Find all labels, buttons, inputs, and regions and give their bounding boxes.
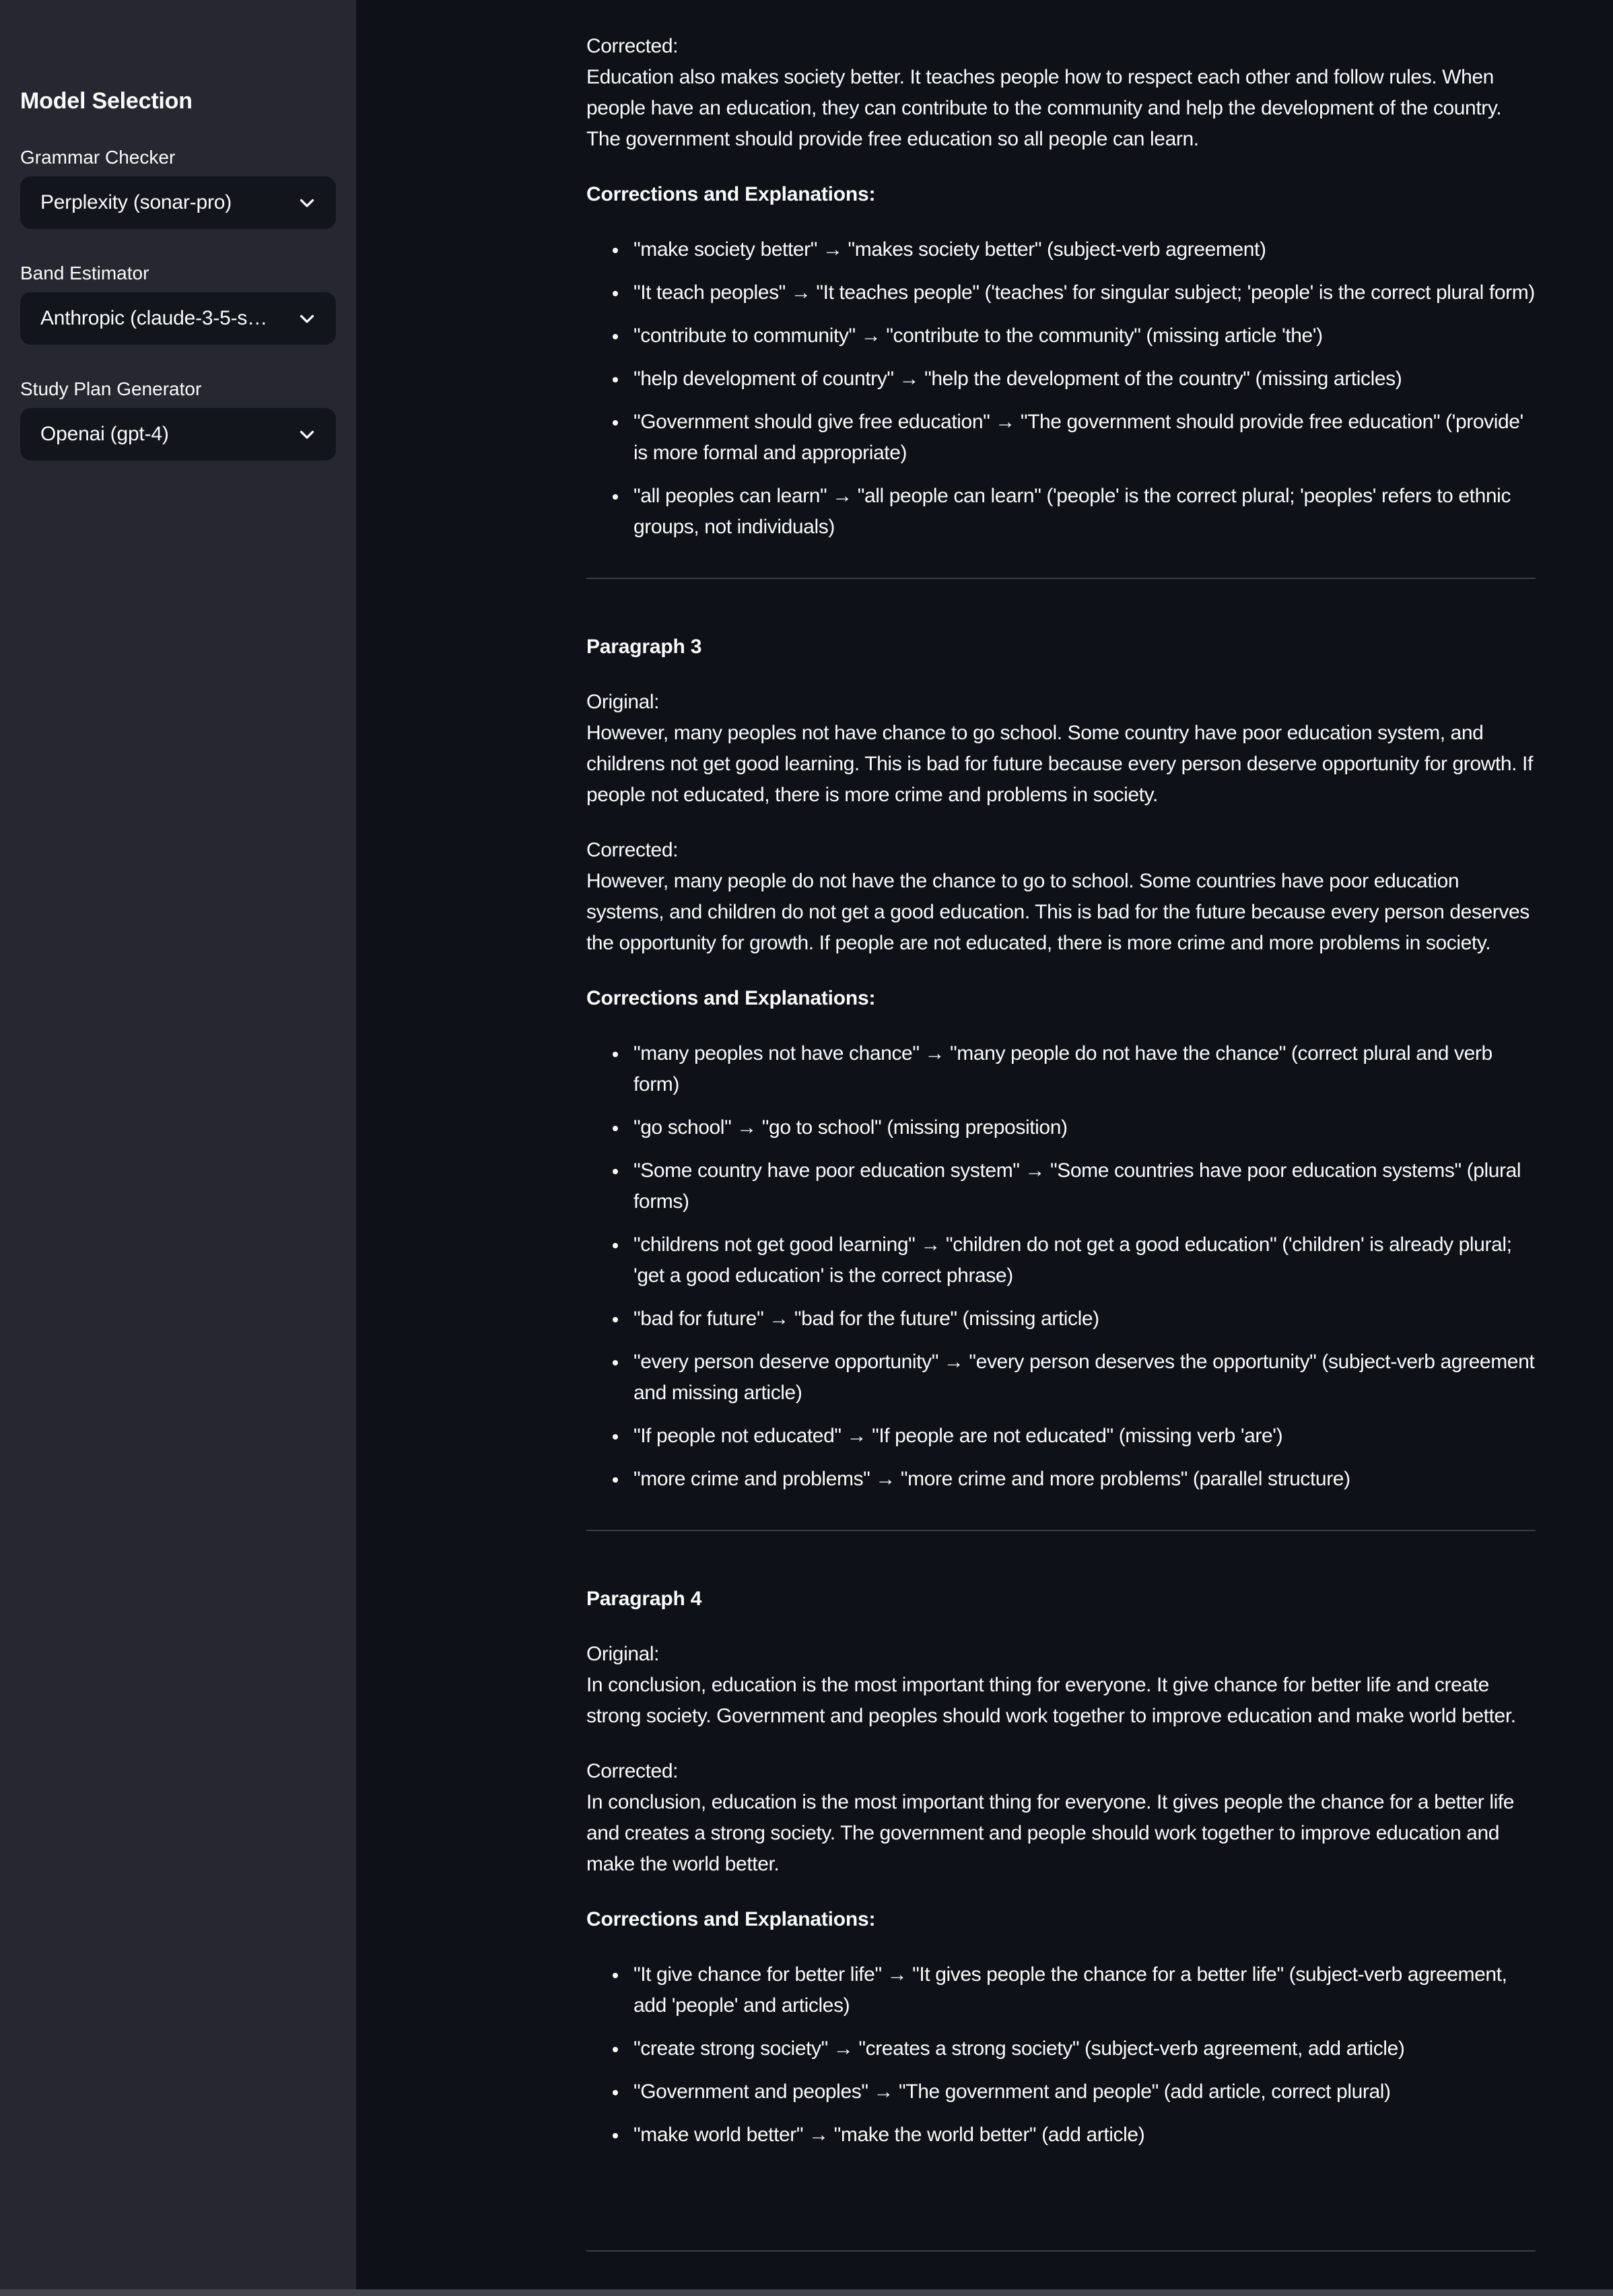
corrected-label: Corrected: (586, 839, 679, 861)
original-text: However, many peoples not have chance to go school. Some country have poor education system, and childrens not get good learning. This is bad for future because every person deserve opportunity for growth. If people not educated, there is more crime and problems in society. (586, 722, 1533, 806)
original-paragraph (586, 1639, 1536, 1732)
section-paragraph-4 (586, 1584, 1536, 2151)
original-label: Original: (586, 691, 660, 713)
corrected-label: Corrected: (586, 35, 679, 57)
paragraph-heading: Paragraph 4 (586, 1588, 702, 1610)
correction-item: • "childrens not get good learning" → "children do not get a good education" ('children' is already plural; 'get a good education' is the correct phrase) (628, 1229, 1536, 1291)
corrections-list (586, 1038, 1536, 1495)
band-estimator-select[interactable] (20, 292, 336, 345)
grammar-checker-label: Grammar Checker (20, 147, 176, 168)
chevron-down-icon (296, 423, 318, 446)
study-plan-generator-label: Study Plan Generator (20, 378, 202, 399)
sidebar (0, 0, 356, 2296)
paragraph-heading: Paragraph 3 (586, 636, 702, 658)
original-label: Original: (586, 1643, 660, 1665)
section-paragraph-3 (586, 632, 1536, 1495)
corrections-list (586, 1959, 1536, 2151)
correction-item: • "every person deserve opportunity" → "every person deserves the opportunity" (subject-verb agreement and missing article) (628, 1347, 1536, 1409)
grammar-checker-value: Perplexity (sonar-pro) (40, 191, 232, 213)
section-paragraph-2-results (586, 31, 1536, 543)
section-divider (586, 2250, 1536, 2252)
section-divider (586, 578, 1536, 579)
correction-item: • "bad for future" → "bad for the future" (missing article) (628, 1304, 1536, 1335)
corrected-text: In conclusion, education is the most important thing for everyone. It gives people the chance for a better life and creates a strong society. The government and people should work together to improve education and make the world better. (586, 1791, 1515, 1875)
correction-item: • "help development of country" → "help the development of the country" (missing articles) (628, 364, 1536, 395)
corrected-paragraph (586, 31, 1536, 155)
correction-item: • "It teach peoples" → "It teaches people" ('teaches' for singular subject; 'people' is the correct plural form) (628, 277, 1536, 308)
corrections-heading: Corrections and Explanations: (586, 1908, 876, 1930)
corrected-label: Corrected: (586, 1760, 679, 1782)
grammar-checker-select[interactable] (20, 176, 336, 229)
correction-item: • "It give chance for better life" → "It gives people the chance for a better life" (subject-verb agreement, add 'people' and articles) (628, 1959, 1536, 2021)
correction-item: • "all peoples can learn" → "all people can learn" ('people' is the correct plural; 'peoples' refers to ethnic groups, not individuals) (628, 481, 1536, 543)
correction-item: • "create strong society" → "creates a strong society" (subject-verb agreement, add article) (628, 2033, 1536, 2064)
study-plan-generator-select[interactable] (20, 408, 336, 461)
corrections-list (586, 234, 1536, 543)
correction-item: • "contribute to community" → "contribute to the community" (missing article 'the') (628, 320, 1536, 351)
chevron-down-icon (296, 307, 318, 330)
correction-item: • "go school" → "go to school" (missing preposition) (628, 1112, 1536, 1143)
correction-item: • "more crime and problems" → "more crime and more problems" (parallel structure) (628, 1464, 1536, 1495)
horizontal-scrollbar[interactable] (0, 2289, 1613, 2296)
correction-item: • "Some country have poor education system" → "Some countries have poor education systems" (plural forms) (628, 1155, 1536, 1217)
corrected-paragraph (586, 1756, 1536, 1880)
section-divider (586, 1530, 1536, 1531)
correction-item: • "many peoples not have chance" → "many people do not have the chance" (correct plural and verb form) (628, 1038, 1536, 1100)
corrections-heading: Corrections and Explanations: (586, 987, 876, 1009)
correction-item: • "make society better" → "makes society better" (subject-verb agreement) (628, 234, 1536, 265)
correction-item: • "make world better" → "make the world better" (add article) (628, 2120, 1536, 2151)
corrections-heading: Corrections and Explanations: (586, 183, 876, 205)
corrected-text: However, many people do not have the chance to go to school. Some countries have poor education systems, and children do not get a good education. This is bad for the future because every person deserves the opportunity for growth. If people are not educated, there is more crime and more problems in society. (586, 870, 1530, 954)
original-paragraph (586, 687, 1536, 811)
correction-item: • "Government should give free education" → "The government should provide free education" ('provide' is more formal and appropriate) (628, 407, 1536, 469)
correction-item: • "Government and peoples" → "The government and people" (add article, correct plural) (628, 2076, 1536, 2107)
corrected-text: Education also makes society better. It teaches people how to respect each other and follow rules. When people have an education, they can contribute to the community and help the development of the country. The government should provide free education so all people can learn. (586, 66, 1502, 150)
correction-item: • "If people not educated" → "If people are not educated" (missing verb 'are') (628, 1421, 1536, 1452)
band-estimator-label: Band Estimator (20, 263, 149, 283)
study-plan-generator-value: Openai (gpt-4) (40, 423, 169, 445)
sidebar-title: Model Selection (20, 88, 193, 114)
content-area (356, 0, 1613, 2296)
band-estimator-value: Anthropic (claude-3-5-s… (40, 307, 268, 329)
corrected-paragraph (586, 835, 1536, 959)
original-text: In conclusion, education is the most important thing for everyone. It give chance for better life and create strong society. Government and peoples should work together to improve education and make world better. (586, 1674, 1516, 1727)
chevron-down-icon (296, 191, 318, 214)
